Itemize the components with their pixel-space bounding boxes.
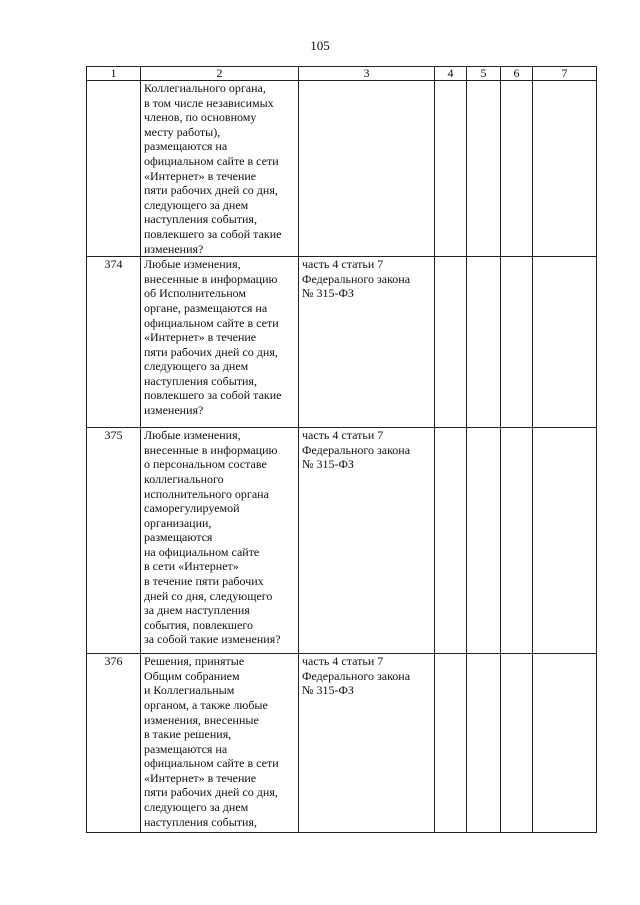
table-row	[87, 81, 597, 257]
answer-cell-na	[501, 257, 533, 428]
table-row	[87, 428, 597, 654]
header-col-2: 2	[141, 67, 299, 81]
row-number: 375	[87, 428, 141, 654]
table-row	[87, 257, 597, 428]
legal-basis	[299, 81, 435, 257]
requirement-text: Любые изменения, внесенные в информацию об Исполнительном органе, размещаются на официальном сайте в сети «Интернет» в течение пяти рабочих дней со дня, следующего за днем наступления события, повлекшего за собой такие изменения?	[141, 257, 299, 428]
note-cell	[533, 257, 597, 428]
answer-cell-yes	[435, 654, 467, 833]
answer-cell-na	[501, 81, 533, 257]
header-col-3: 3	[299, 67, 435, 81]
answer-cell-yes	[435, 428, 467, 654]
note-cell	[533, 654, 597, 833]
header-col-5: 5	[467, 67, 501, 81]
answer-cell-yes	[435, 257, 467, 428]
answer-cell-no	[467, 81, 501, 257]
legal-basis: часть 4 статьи 7 Федерального закона № 315-ФЗ	[299, 654, 435, 833]
header-col-4: 4	[435, 67, 467, 81]
requirement-text: Любые изменения, внесенные в информацию о персональном составе коллегиального исполнительного органа саморегулируемой организации, размещаются на официальном сайте в сети «Интернет» в течение пяти рабочих дней со дня, следующего за днем наступления события, повлекшего за собой такие изменения?	[141, 428, 299, 654]
note-cell	[533, 81, 597, 257]
checklist-table	[86, 66, 597, 833]
row-number: 374	[87, 257, 141, 428]
note-cell	[533, 428, 597, 654]
requirement-text: Решения, принятые Общим собранием и Коллегиальным органом, а также любые изменения, внесенные в такие решения, размещаются на официальном сайте в сети «Интернет» в течение пяти рабочих дней со дня, следующего за днем наступления события,	[141, 654, 299, 833]
header-col-7: 7	[533, 67, 597, 81]
legal-basis: часть 4 статьи 7 Федерального закона № 315-ФЗ	[299, 428, 435, 654]
row-number: 376	[87, 654, 141, 833]
row-number	[87, 81, 141, 257]
header-col-6: 6	[501, 67, 533, 81]
requirement-text: Коллегиального органа, в том числе независимых членов, по основному месту работы), размещаются на официальном сайте в сети «Интернет» в течение пяти рабочих дней со дня, следующего за днем наступления события, повлекшего за собой такие изменения?	[141, 81, 299, 257]
answer-cell-yes	[435, 81, 467, 257]
answer-cell-no	[467, 428, 501, 654]
answer-cell-na	[501, 428, 533, 654]
page-number: 105	[310, 38, 330, 53]
table-row	[87, 654, 597, 833]
answer-cell-na	[501, 654, 533, 833]
answer-cell-no	[467, 257, 501, 428]
header-row	[87, 67, 597, 81]
legal-basis: часть 4 статьи 7 Федерального закона № 315-ФЗ	[299, 257, 435, 428]
answer-cell-no	[467, 654, 501, 833]
header-col-1: 1	[87, 67, 141, 81]
